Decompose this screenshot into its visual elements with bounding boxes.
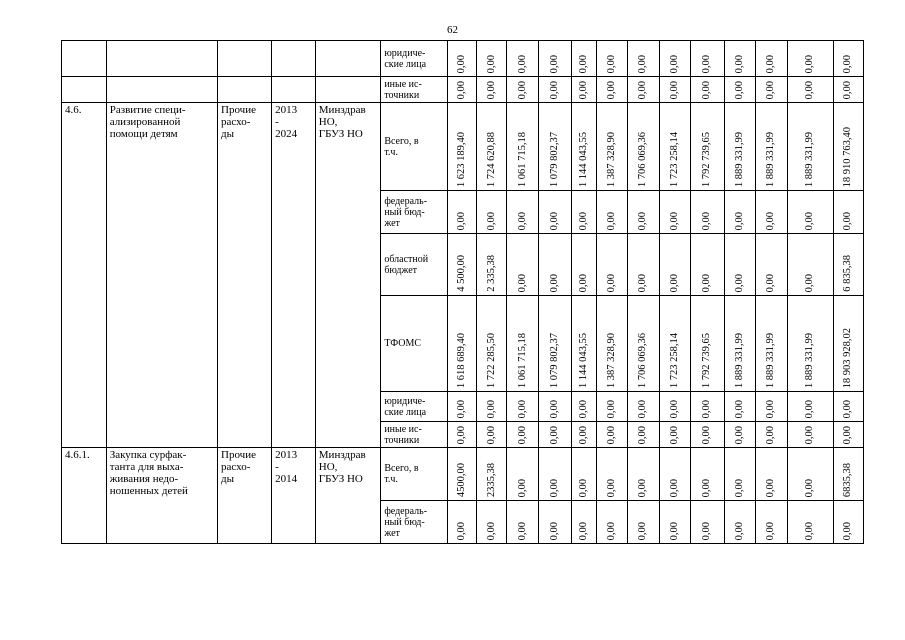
amount-cell [447,41,476,77]
amount-value: 0,00 [637,478,649,497]
amount-value: 0,00 [669,399,681,418]
amount-value: 1 061 715,18 [516,332,528,388]
amount-value: 0,00 [733,521,745,540]
amount-cell [755,296,787,392]
amount-value: 1 724 620,88 [485,131,497,187]
amount-value: 6 835,38 [842,255,854,292]
funding-source-cell: юридиче- ские лица [381,41,448,77]
amount-value: 0,00 [605,478,617,497]
amount-cell [833,296,863,392]
amount-value: 0,00 [577,521,589,540]
amount-cell [539,392,571,422]
amount-value: 0,00 [804,211,816,230]
amount-value: 0,00 [804,478,816,497]
amount-value: 0,00 [485,54,497,73]
amount-value: 0,00 [516,399,528,418]
amount-value: 0,00 [765,399,777,418]
amount-cell [447,191,476,234]
amount-cell [691,422,724,448]
amount-value: 0,00 [733,211,745,230]
amount-value: 0,00 [804,425,816,444]
amount-cell [833,422,863,448]
amount-value: 0,00 [549,211,560,230]
period-cell: 2013 - 2014 [272,448,316,544]
amount-value: 0,00 [765,478,777,497]
amount-cell [787,234,833,296]
amount-cell [787,191,833,234]
amount-cell [627,296,659,392]
amount-cell [477,41,507,77]
amount-cell [833,191,863,234]
amount-cell [755,41,787,77]
amount-value: 0,00 [765,80,777,99]
amount-cell [627,41,659,77]
amount-value: 0,00 [765,54,777,73]
amount-cell [571,296,596,392]
amount-cell [447,501,476,544]
amount-value: 1 889 331,99 [765,131,777,187]
amount-value: 0,00 [605,521,617,540]
amount-value: 0,00 [804,521,816,540]
amount-value: 0,00 [842,211,854,230]
amount-value: 0,00 [733,425,745,444]
amount-cell [660,41,691,77]
amount-value: 1 723 258,14 [669,131,681,187]
amount-cell [833,392,863,422]
amount-value: 0,00 [549,425,560,444]
item-name-cell [106,77,217,103]
amount-cell [477,234,507,296]
amount-cell [477,191,507,234]
funding-source-cell: Всего, в т.ч. [381,448,448,501]
amount-value: 0,00 [485,211,497,230]
amount-cell [724,501,755,544]
amount-cell [539,77,571,103]
expense-type-cell [218,41,272,77]
amount-value: 1 889 331,99 [765,332,777,388]
amount-cell [691,191,724,234]
funding-source-cell: федераль- ный бюд- жет [381,191,448,234]
amount-value: 0,00 [605,399,617,418]
amount-value: 0,00 [605,211,617,230]
amount-cell [539,296,571,392]
amount-value: 1 889 331,99 [733,131,745,187]
amount-cell [627,234,659,296]
amount-cell [627,103,659,191]
period-cell [272,77,316,103]
item-name-cell: Закупка сурфак- танта для выха- живания недо- ношенных детей [106,448,217,544]
amount-cell [787,448,833,501]
amount-value: 0,00 [669,54,681,73]
amount-value: 0,00 [549,80,560,99]
amount-value: 0,00 [669,478,681,497]
amount-cell [571,191,596,234]
amount-cell [833,41,863,77]
funding-source-cell: Всего, в т.ч. [381,103,448,191]
amount-cell [596,41,627,77]
amount-value: 0,00 [637,80,649,99]
amount-value: 1 889 331,99 [733,332,745,388]
amount-cell [755,448,787,501]
amount-cell [724,103,755,191]
amount-value: 0,00 [516,273,528,292]
amount-cell [691,234,724,296]
amount-cell [724,77,755,103]
amount-value: 0,00 [549,521,560,540]
amount-value: 1 723 258,14 [669,332,681,388]
amount-cell [539,103,571,191]
amount-value: 0,00 [804,80,816,99]
amount-cell [691,103,724,191]
amount-cell [447,448,476,501]
amount-cell [724,296,755,392]
amount-cell [539,501,571,544]
page-number: 62 [447,24,458,36]
item-number-cell [62,41,107,77]
amount-value: 1 706 069,36 [637,332,649,388]
amount-value: 0,00 [549,478,560,497]
amount-cell [691,392,724,422]
amount-value: 4500,00 [455,462,467,497]
amount-value: 0,00 [804,399,816,418]
amount-value: 0,00 [516,80,528,99]
amount-cell [507,392,539,422]
amount-value: 0,00 [804,54,816,73]
amount-value: 0,00 [605,54,617,73]
amount-value: 0,00 [605,80,617,99]
amount-value: 0,00 [549,273,560,292]
amount-value: 0,00 [733,273,745,292]
amount-cell [477,501,507,544]
amount-value: 0,00 [701,478,713,497]
amount-value: 0,00 [637,211,649,230]
amount-value: 0,00 [637,54,649,73]
item-number-cell: 4.6.1. [62,448,107,544]
amount-cell [660,448,691,501]
amount-cell [571,234,596,296]
amount-cell [833,77,863,103]
amount-cell [507,296,539,392]
amount-value: 0,00 [765,273,777,292]
amount-cell [627,422,659,448]
amount-cell [507,41,539,77]
amount-value: 1 079 802,37 [549,332,560,388]
amount-value: 0,00 [637,425,649,444]
amount-value: 0,00 [485,425,497,444]
amount-value: 0,00 [577,54,589,73]
amount-value: 0,00 [842,54,854,73]
amount-value: 0,00 [455,80,467,99]
amount-value: 0,00 [637,273,649,292]
amount-value: 0,00 [842,80,854,99]
amount-value: 0,00 [577,211,589,230]
item-number-cell [62,77,107,103]
amount-cell [755,191,787,234]
amount-cell [477,392,507,422]
period-cell: 2013 - 2024 [272,103,316,448]
amount-value: 0,00 [765,211,777,230]
amount-cell [596,501,627,544]
amount-value: 4 500,00 [455,255,467,292]
amount-cell [660,234,691,296]
amount-value: 0,00 [455,211,467,230]
amount-cell [596,422,627,448]
amount-value: 1 792 739,65 [701,131,713,187]
amount-value: 1 618 689,40 [455,332,467,388]
amount-value: 0,00 [455,425,467,444]
amount-value: 0,00 [842,399,854,418]
amount-cell [691,77,724,103]
amount-cell [787,103,833,191]
funding-source-cell: федераль- ный бюд- жет [381,501,448,544]
amount-cell [477,77,507,103]
amount-value: 0,00 [516,521,528,540]
amount-value: 0,00 [733,80,745,99]
amount-cell [539,422,571,448]
amount-cell [477,422,507,448]
funding-source-cell: ТФОМС [381,296,448,392]
amount-value: 18 903 928,02 [842,327,854,388]
amount-value: 0,00 [637,399,649,418]
amount-cell [447,296,476,392]
amount-value: 0,00 [733,399,745,418]
table-row [62,448,864,501]
table-row [62,77,864,103]
amount-value: 0,00 [516,478,528,497]
amount-value: 0,00 [669,80,681,99]
amount-value: 0,00 [485,80,497,99]
amount-cell [477,448,507,501]
amount-cell [755,392,787,422]
executor-cell: Минздрав НО, ГБУЗ НО [315,103,381,448]
amount-cell [691,501,724,544]
table-row [62,41,864,77]
amount-cell [691,448,724,501]
amount-cell [571,41,596,77]
amount-cell [755,422,787,448]
amount-value: 0,00 [842,521,854,540]
amount-cell [724,392,755,422]
amount-cell [539,234,571,296]
amount-cell [477,103,507,191]
amount-cell [596,448,627,501]
amount-value: 0,00 [485,521,497,540]
amount-cell [787,77,833,103]
amount-cell [447,234,476,296]
amount-value: 0,00 [669,521,681,540]
amount-cell [787,392,833,422]
amount-value: 1 889 331,99 [804,332,816,388]
amount-cell [571,422,596,448]
amount-value: 0,00 [577,273,589,292]
amount-value: 2335,38 [485,462,497,497]
amount-cell [787,41,833,77]
amount-value: 0,00 [669,273,681,292]
amount-cell [507,448,539,501]
executor-cell [315,77,381,103]
amount-cell [787,296,833,392]
amount-cell [833,103,863,191]
item-name-cell [106,41,217,77]
amount-value: 1 387 328,90 [605,131,617,187]
amount-value: 0,00 [485,399,497,418]
amount-value: 0,00 [516,211,528,230]
amount-value: 0,00 [733,54,745,73]
amount-cell [596,191,627,234]
item-number-cell: 4.6. [62,103,107,448]
amount-cell [447,392,476,422]
amount-cell [660,296,691,392]
amount-value: 0,00 [637,521,649,540]
amount-value: 0,00 [455,54,467,73]
amount-value: 0,00 [577,478,589,497]
amount-value: 0,00 [842,425,854,444]
amount-value: 0,00 [549,399,560,418]
amount-cell [596,234,627,296]
funding-source-cell: иные ис- точники [381,422,448,448]
amount-cell [507,501,539,544]
amount-value: 1 144 043,55 [577,332,589,388]
amount-value: 1 889 331,99 [804,131,816,187]
funding-source-cell: областной бюджет [381,234,448,296]
amount-cell [571,77,596,103]
amount-cell [755,77,787,103]
amount-value: 1 061 715,18 [516,131,528,187]
period-cell [272,41,316,77]
amount-value: 0,00 [701,80,713,99]
amount-value: 0,00 [765,521,777,540]
amount-value: 2 335,38 [485,255,497,292]
amount-cell [596,77,627,103]
amount-value: 0,00 [701,211,713,230]
amount-value: 0,00 [516,425,528,444]
executor-cell: Минздрав НО, ГБУЗ НО [315,448,381,544]
amount-value: 0,00 [701,399,713,418]
amount-value: 0,00 [605,273,617,292]
amount-cell [596,392,627,422]
amount-value: 1 722 285,50 [485,332,497,388]
amount-value: 0,00 [455,399,467,418]
amount-cell [507,234,539,296]
amount-cell [660,77,691,103]
amount-value: 1 623 189,40 [455,131,467,187]
expense-type-cell: Прочие расхо- ды [218,103,272,448]
amount-cell [539,448,571,501]
amount-cell [596,103,627,191]
amount-value: 0,00 [733,478,745,497]
amount-value: 0,00 [577,399,589,418]
amount-cell [660,392,691,422]
amount-cell [660,501,691,544]
amount-cell [724,448,755,501]
amount-cell [627,392,659,422]
amount-cell [691,41,724,77]
amount-value: 0,00 [549,54,560,73]
expense-type-cell: Прочие расхо- ды [218,448,272,544]
amount-cell [571,392,596,422]
amount-cell [787,501,833,544]
amount-value: 0,00 [701,273,713,292]
amount-cell [833,501,863,544]
amount-cell [627,448,659,501]
amount-value: 1 079 802,37 [549,131,560,187]
amount-cell [755,234,787,296]
amount-value: 0,00 [577,80,589,99]
amount-cell [571,501,596,544]
table-row [62,103,864,191]
amount-cell [539,41,571,77]
amount-value: 0,00 [669,425,681,444]
amount-cell [507,103,539,191]
amount-value: 0,00 [804,273,816,292]
amount-cell [724,422,755,448]
amount-cell [627,501,659,544]
amount-value: 0,00 [455,521,467,540]
executor-cell [315,41,381,77]
amount-value: 18 910 763,40 [842,126,854,187]
funding-source-cell: юридиче- ские лица [381,392,448,422]
amount-cell [724,41,755,77]
amount-cell [724,191,755,234]
amount-cell [691,296,724,392]
expense-type-cell [218,77,272,103]
amount-cell [755,501,787,544]
amount-value: 0,00 [701,54,713,73]
amount-value: 1 792 739,65 [701,332,713,388]
amount-cell [833,234,863,296]
amount-cell [627,77,659,103]
amount-value: 0,00 [669,211,681,230]
amount-cell [477,296,507,392]
amount-cell [627,191,659,234]
budget-table [61,40,864,544]
amount-cell [833,448,863,501]
amount-value: 0,00 [516,54,528,73]
amount-cell [596,296,627,392]
amount-cell [755,103,787,191]
amount-cell [507,77,539,103]
amount-cell [571,448,596,501]
amount-value: 0,00 [765,425,777,444]
amount-value: 1 144 043,55 [577,131,589,187]
amount-cell [660,422,691,448]
funding-source-cell: иные ис- точники [381,77,448,103]
amount-cell [660,191,691,234]
amount-cell [447,422,476,448]
amount-cell [447,77,476,103]
amount-cell [571,103,596,191]
amount-cell [447,103,476,191]
item-name-cell: Развитие специ- ализированной помощи детям [106,103,217,448]
amount-value: 0,00 [701,425,713,444]
amount-value: 1 706 069,36 [637,131,649,187]
amount-cell [787,422,833,448]
amount-cell [660,103,691,191]
amount-cell [507,422,539,448]
amount-cell [539,191,571,234]
amount-cell [507,191,539,234]
amount-value: 1 387 328,90 [605,332,617,388]
amount-value: 0,00 [605,425,617,444]
amount-cell [724,234,755,296]
amount-value: 0,00 [701,521,713,540]
amount-value: 6835,38 [842,462,854,497]
amount-value: 0,00 [577,425,589,444]
